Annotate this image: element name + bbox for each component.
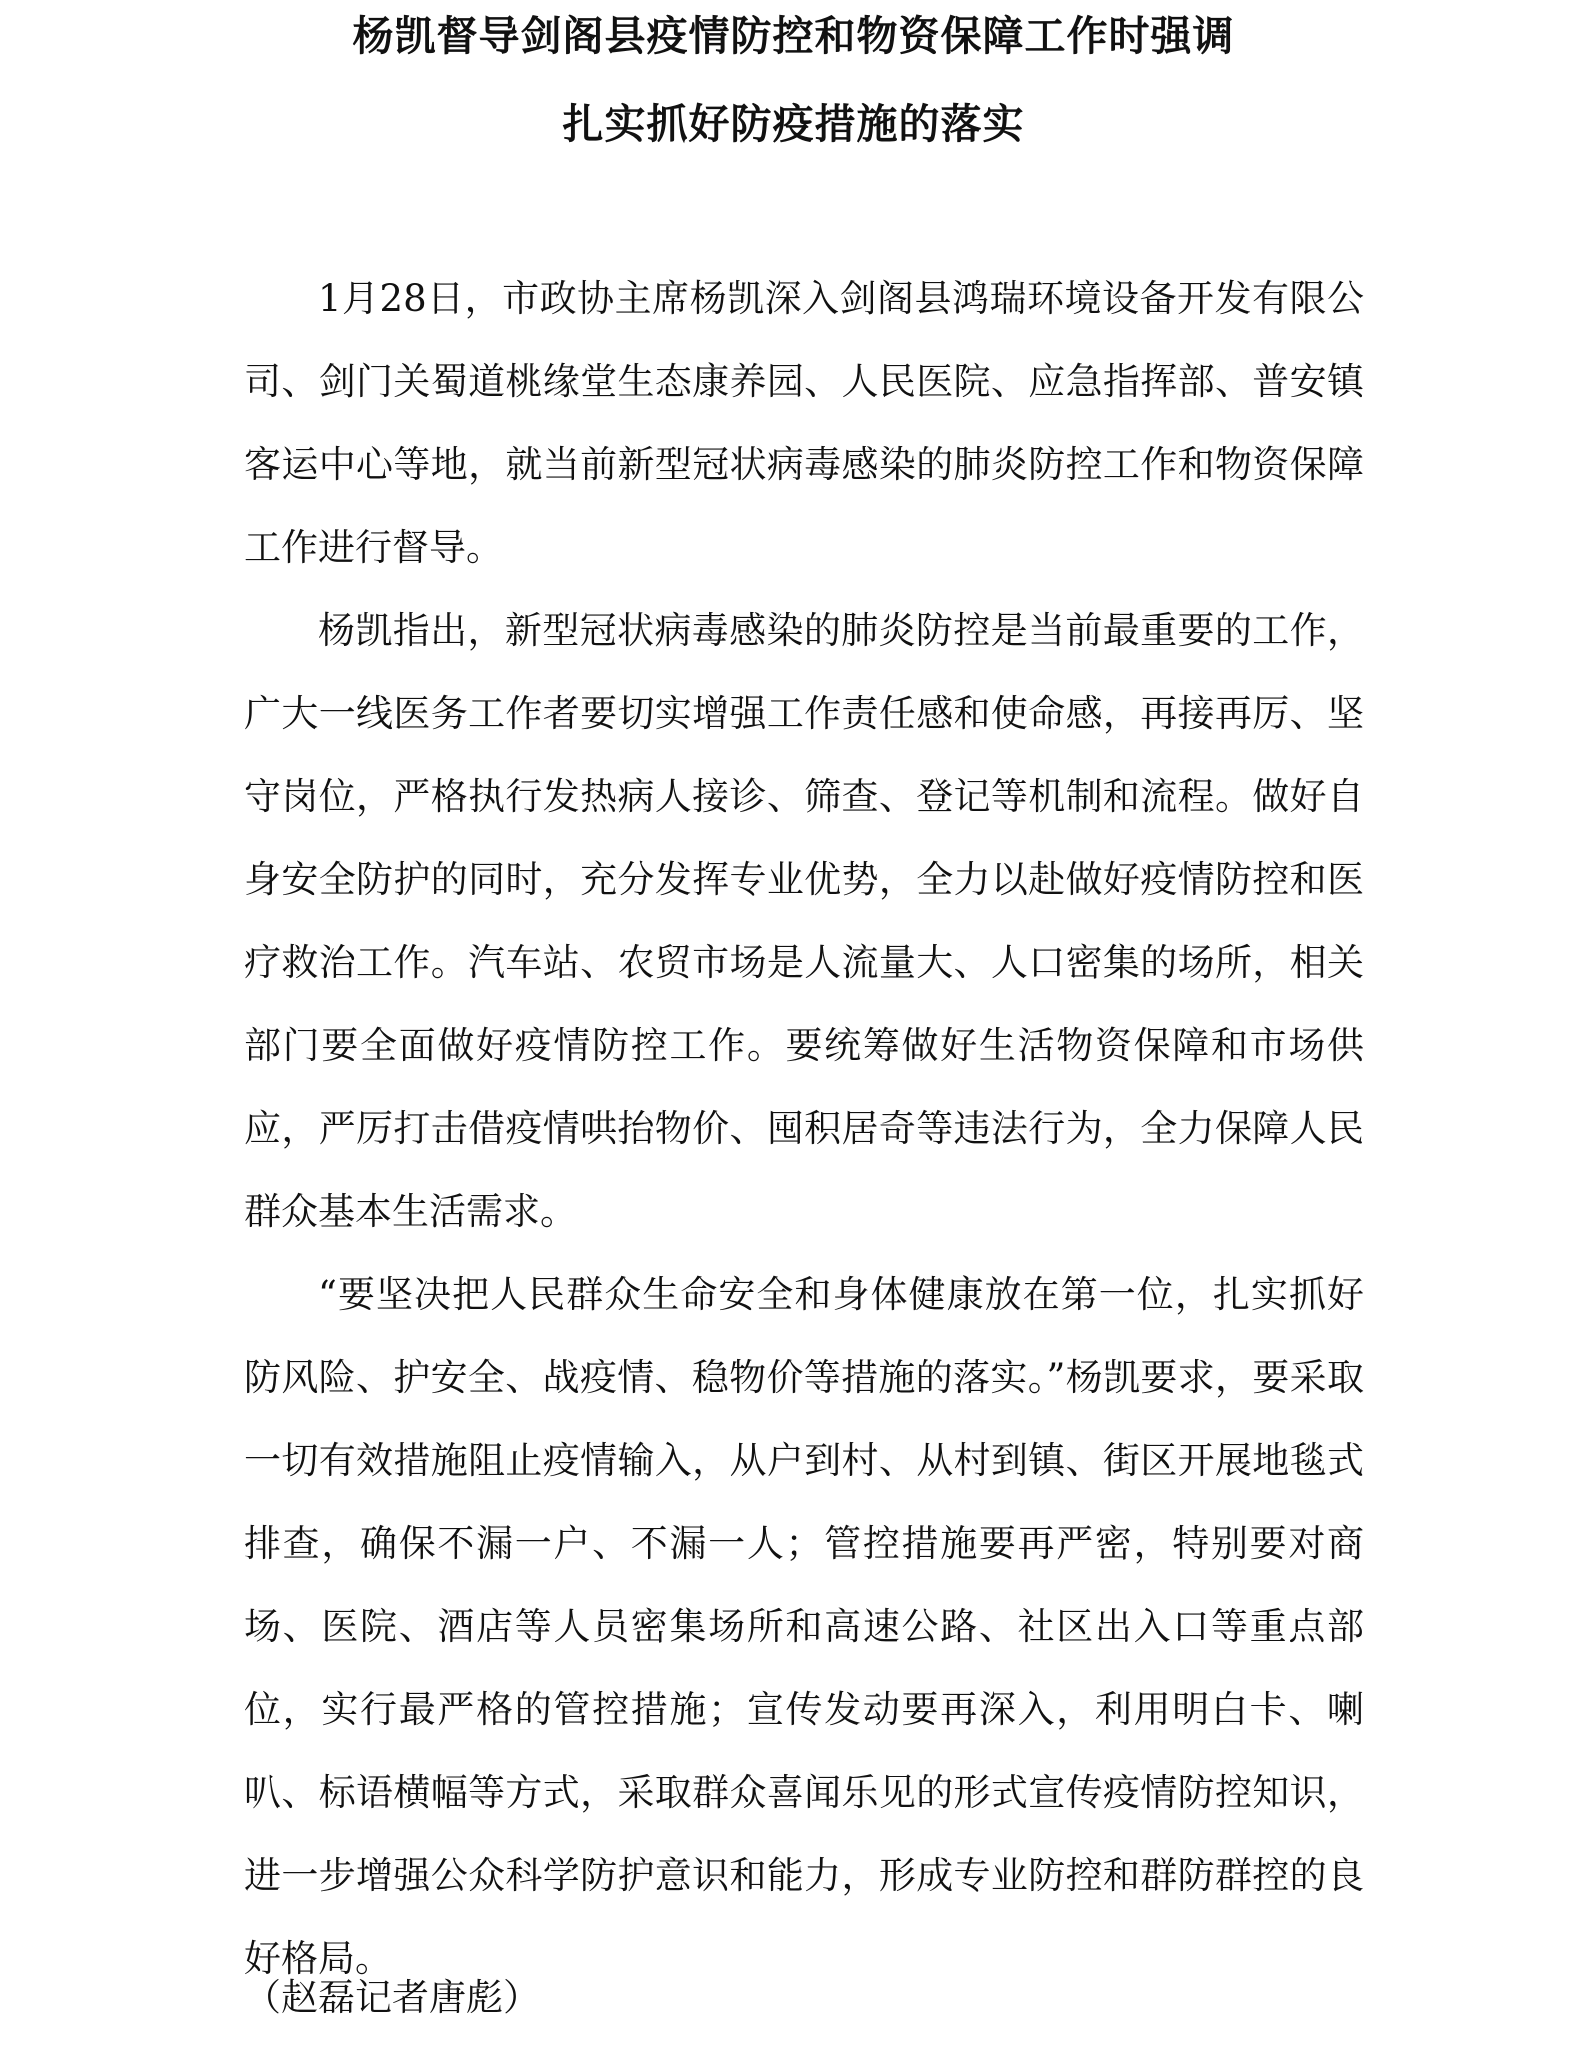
byline: （赵磊记者唐彪） [244,1976,540,2019]
paragraph-1: 1月28日，市政协主席杨凯深入剑阁县鸿瑞环境设备开发有限公司、剑门关蜀道桃缘堂生态康养园、人民医院、应急指挥部、普安镇客运中心等地，就当前新型冠状病毒感染的肺炎防控工作和物资保障工作进行督导。 [244,277,1364,569]
paragraph-2: 杨凯指出，新型冠状病毒感染的肺炎防控是当前最重要的工作，广大一线医务工作者要切实增强工作责任感和使命感，再接再厉、坚守岗位，严格执行发热病人接诊、筛查、登记等机制和流程。做好自身安全防护的同时，充分发挥专业优势，全力以赴做好疫情防控和医疗救治工作。汽车站、农贸市场是人流量大、人口密集的场所，相关部门要全面做好疫情防控工作。要统筹做好生活物资保障和市场供应，严厉打击借疫情哄抬物价、囤积居奇等违法行为，全力保障人民群众基本生活需求。 [244,609,1364,1233]
paragraph-3: “要坚决把人民群众生命安全和身体健康放在第一位，扎实抓好防风险、护安全、战疫情、稳物价等措施的落实。”杨凯要求，要采取一切有效措施阻止疫情输入，从户到村、从村到镇、街区开展地毯式排查，确保不漏一户、不漏一人；管控措施要再严密，特别要对商场、医院、酒店等人员密集场所和高速公路、社区出入口等重点部位，实行最严格的管控措施；宣传发动要再深入，利用明白卡、喇叭、标语横幅等方式，采取群众喜闻乐见的形式宣传疫情防控知识，进一步增强公众科学防护意识和能力，形成专业防控和群防群控的良好格局。 [244,1273,1364,1980]
headline-line-1: 杨凯督导剑阁县疫情防控和物资保障工作时强调 [352,12,1235,60]
headline-line-2: 扎实抓好防疫措施的落实 [562,100,1025,148]
article-body [244,257,1364,2000]
